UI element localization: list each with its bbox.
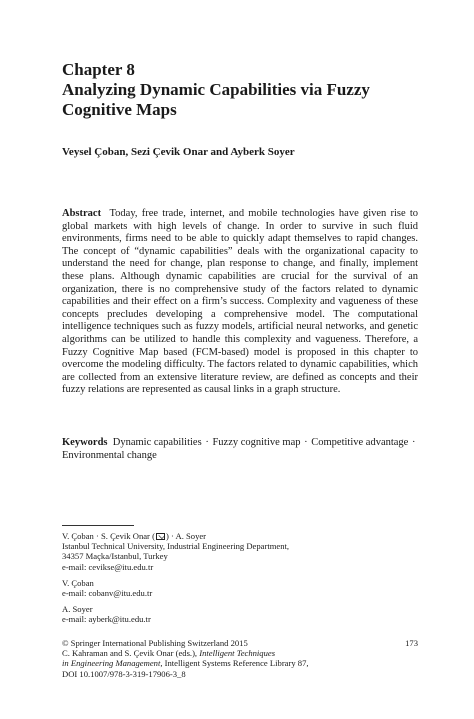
footnote-author-2 [62,578,418,598]
footnote-author-2-name: V. Çoban [62,578,94,588]
footnote-rule [62,525,134,526]
keywords [62,437,418,462]
chapter-title: Analyzing Dynamic Capabilities via Fuzzy Cognitive Maps [62,80,370,119]
footnote-author-3 [62,604,418,624]
abstract [62,208,418,397]
footnote-email-3: e-mail: ayberk@itu.edu.tr [62,614,151,625]
copyright-line: © Springer International Publishing Switzerland 2015 [62,638,248,648]
keyword-item: Environmental change [62,449,157,461]
footnote-email-2: e-mail: cobanv@itu.edu.tr [62,588,153,599]
chapter-label: Chapter 8 [62,60,135,79]
footnote-email-1: e-mail: cevikse@itu.edu.tr [62,561,154,572]
envelope-icon [156,533,165,540]
series-line: , Intelligent Systems Reference Library 87, [160,658,309,669]
editors-line: C. Kahraman and S. Çevik Onar (eds.), [62,648,200,659]
footnote-author-affiliation [62,531,418,572]
footnote-affiliation-1: Istanbul Technical University, Industrial Engineering Department, [62,541,290,552]
authors: Veysel Çoban, Sezi Çevik Onar and Ayberk Soyer [62,146,295,158]
keyword-separator: · [304,437,308,448]
page [62,0,418,719]
book-title-2: in Engineering Management [62,658,161,669]
footnote-authors-a: V. Çoban · S. Çevik Onar ( [62,531,155,541]
keywords-label: Keywords [62,437,108,448]
keyword-separator: · [205,437,209,448]
abstract-label: Abstract [62,208,102,219]
imprint [62,638,418,679]
book-title-1: Intelligent Techniques [199,648,276,659]
footnote-author-3-name: A. Soyer [62,604,93,614]
abstract-text: Today, free trade, internet, and mobile technologies have given rise to global markets with high levels of change. In order to survive in such fluid environments, firms need to be able to quickly adapt themselves to rapid changes. The concept of “dynamic capabilities” deals with the organizational capacity to understand the need for change, plan response to change, and finally, implement these plans. Although dynamic capabilities are crucial for the survival of an organization, there is no comprehensive study of the factors related to dynamic capabilities and their effect on a firm’s success. Complexity and vagueness of these concepts precludes developing a comprehensive model. The computational intelligence techniques such as fuzzy models, artificial neural networks, and genetic algorithms can be utilized to handle this complexity and vagueness. Therefore, a Fuzzy Cognitive Map based (FCM-based) model is proposed in this chapter to overcome the modeling difficulty. The factors related to dynamic capabilities, which are collected from an extensive literature review, are defined as concepts and their fuzzy relations are represented as causal links in a graph structure. [62,208,418,396]
keyword-item: Dynamic capabilities [112,437,202,448]
footnote-affiliation-2: 34357 Maçka/Istanbul, Turkey [62,551,168,562]
keyword-item: Fuzzy cognitive map [212,437,301,448]
page-number: 173 [405,638,418,648]
doi-line: DOI 10.1007/978-3-319-17906-3_8 [62,668,186,679]
keyword-item: Competitive advantage [311,437,409,448]
keyword-separator: · [411,437,416,448]
footnote-authors-b: ) · A. Soyer [165,531,207,541]
